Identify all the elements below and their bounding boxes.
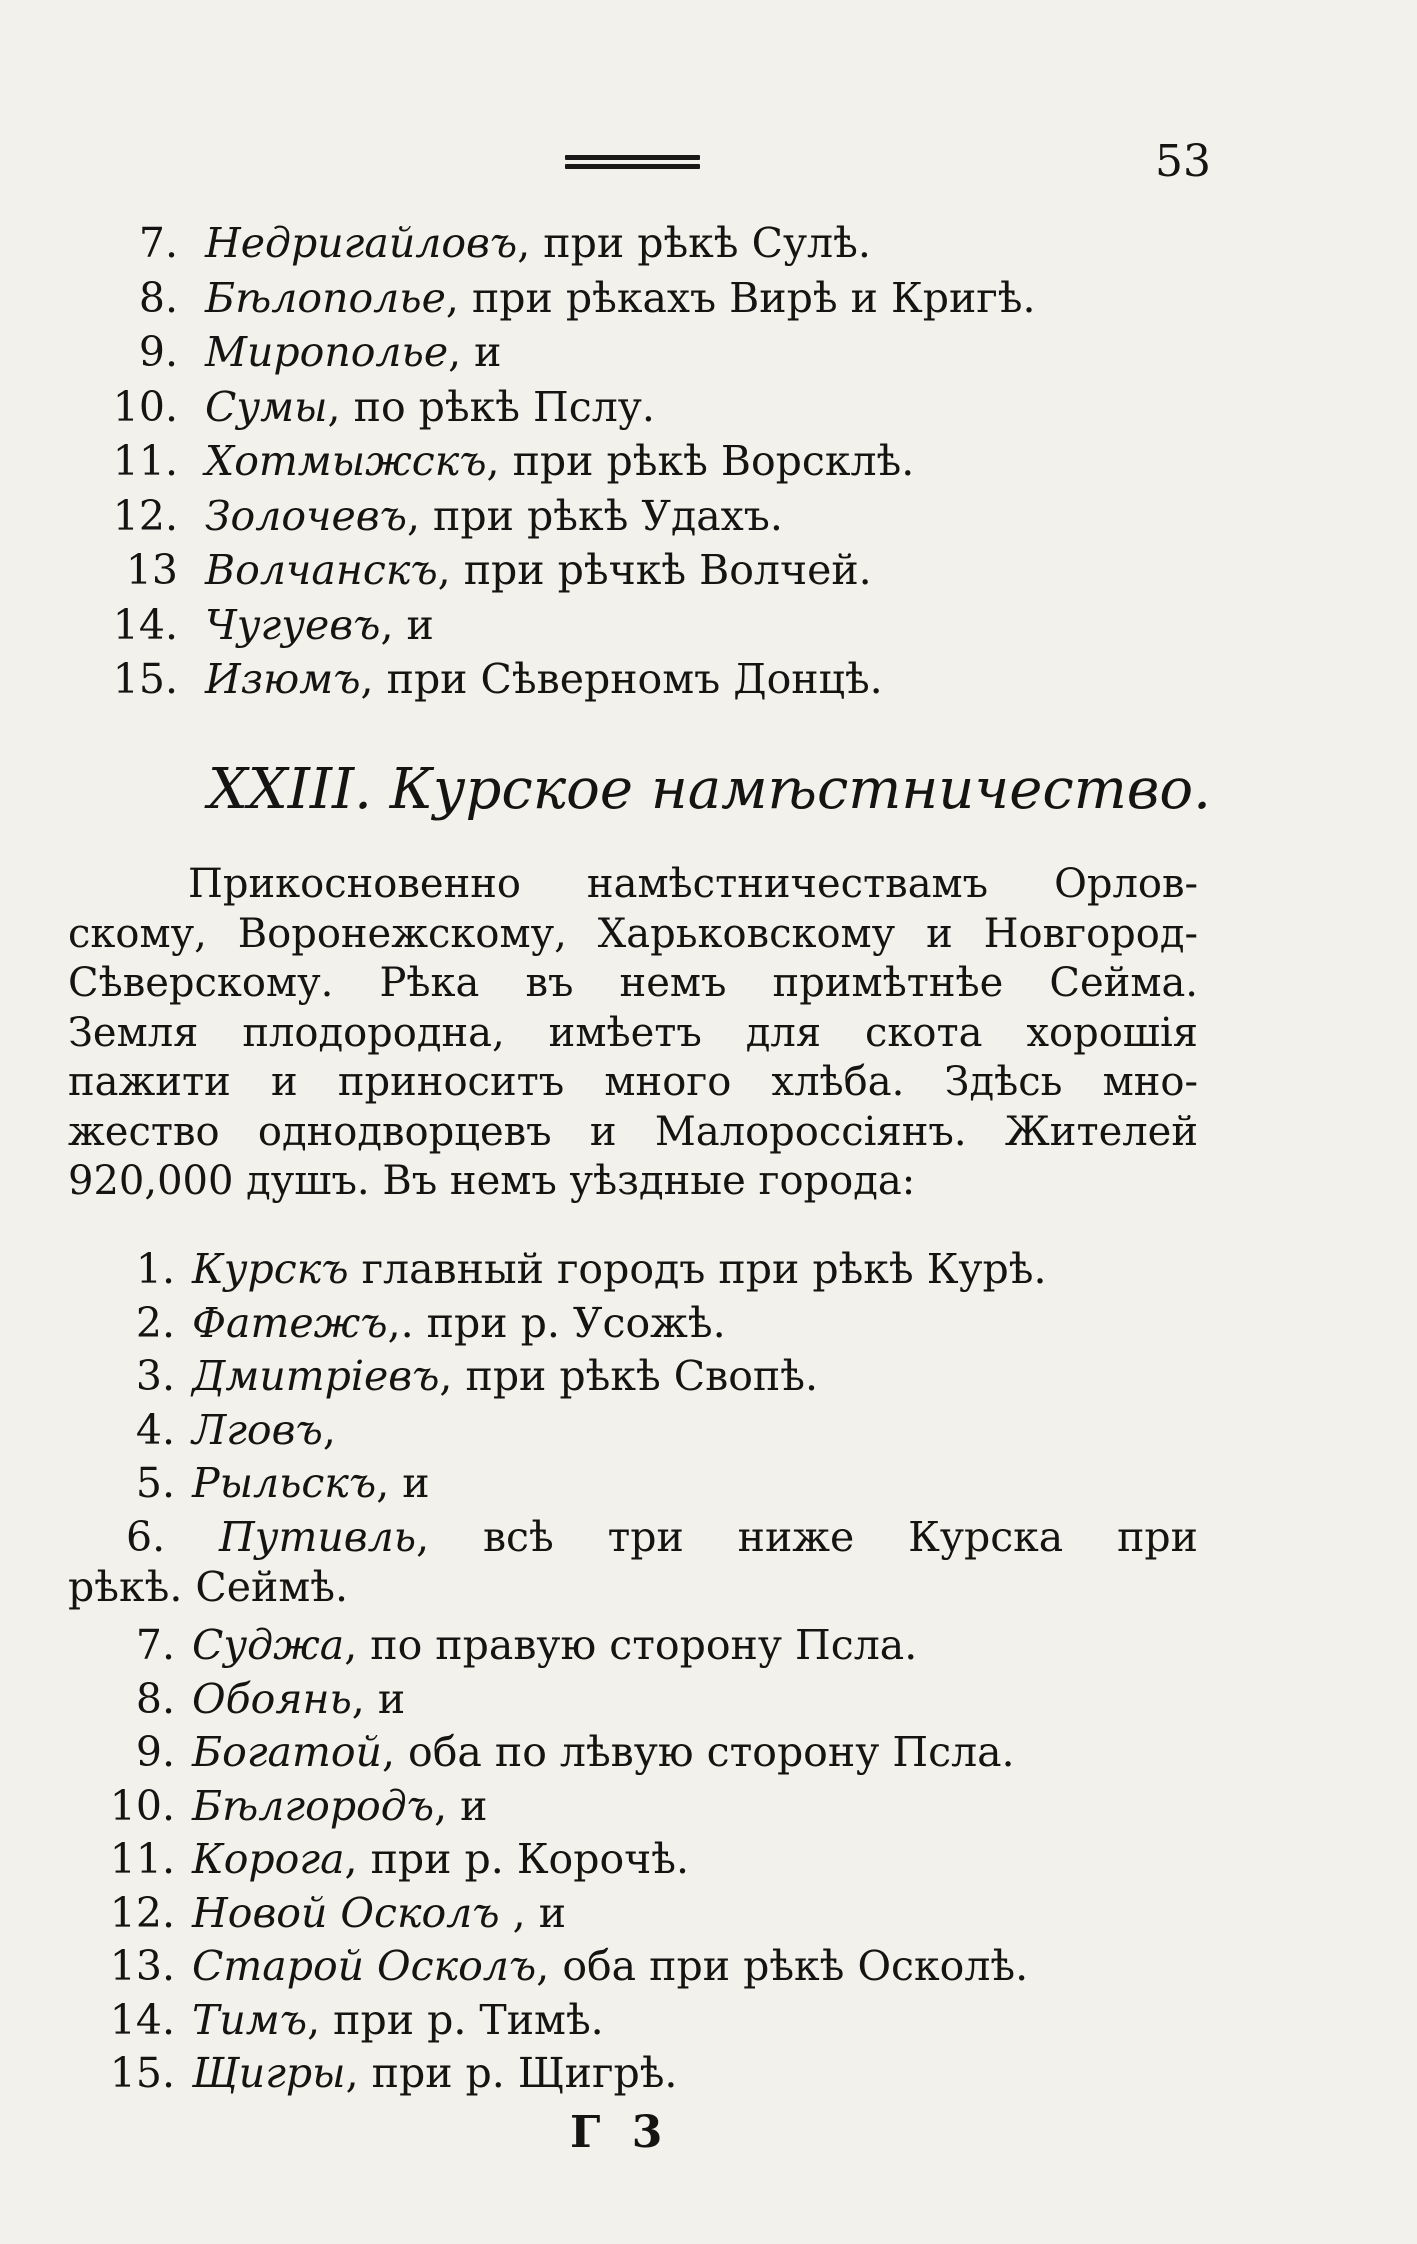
city-name: Тимъ	[192, 1995, 308, 2044]
item-number: 15.	[109, 2049, 175, 2097]
item-number: 13.	[109, 1942, 175, 1990]
item-text: , при рѣкѣ Сулѣ.	[517, 219, 871, 267]
item-text-group	[192, 1995, 604, 2045]
paragraph-line: Сѣверскому. Рѣка въ немъ примѣтнѣе Сейма.	[68, 960, 1198, 1006]
city-name: Обоянь	[192, 1674, 352, 1723]
item-text-group	[192, 1834, 689, 1884]
item-text: ,. при р. Усожѣ.	[387, 1298, 726, 1347]
paragraph-line: Прикосновенно намѣстничествамъ Орлов-	[188, 861, 1198, 907]
item-text: , и	[380, 600, 434, 649]
item-number: 12.	[109, 1888, 175, 1937]
item-text: , оба по лѣвую сторону Псла.	[381, 1728, 1015, 1776]
city-name: Недригайловъ	[205, 219, 518, 267]
item-text: , по правую сторону Псла.	[344, 1621, 918, 1669]
list-item-6	[68, 1512, 1198, 1612]
city-name: Дмитріевъ	[192, 1352, 440, 1400]
item-text: главный городъ при рѣкѣ Курѣ.	[348, 1245, 1047, 1293]
item-text-group	[192, 1351, 818, 1401]
city-name: Бѣлополье	[205, 273, 446, 322]
item-number: 3.	[135, 1352, 175, 1400]
item-number: 8.	[138, 273, 178, 322]
item-text-group	[192, 1244, 1047, 1294]
city-name: Лговъ	[192, 1405, 323, 1454]
item-number: 7.	[138, 219, 178, 267]
city-name: Щигры	[192, 2049, 346, 2097]
item-text: , при рѣкахъ Вирѣ и Кригѣ.	[445, 273, 1036, 322]
city-name: Бѣлгородъ	[192, 1781, 435, 1830]
item-text-group	[192, 2048, 677, 2098]
city-name: Старой Осколъ	[192, 1942, 537, 1990]
item-number: 12.	[112, 491, 178, 540]
item-text: , и	[499, 1888, 567, 1937]
item-text-group	[205, 491, 783, 541]
city-name: Волчанскъ	[205, 546, 438, 594]
item-text-group	[192, 1458, 430, 1508]
item-number: 7.	[135, 1621, 175, 1669]
printer-signature-mark: Г 3	[570, 2107, 671, 2158]
item-number: 6.	[126, 1513, 166, 1561]
city-name: Фатежъ	[192, 1298, 388, 1347]
item-number: 13	[125, 546, 178, 594]
city-name: Изюмъ	[205, 655, 361, 703]
item-text-group	[205, 545, 872, 595]
item-text: , при рѣкѣ Удахъ.	[406, 491, 783, 540]
item-number: 14.	[109, 1995, 175, 2044]
item-text: , при рѣчкѣ Волчей.	[437, 546, 872, 594]
item-text: , при р. Тимѣ.	[307, 1995, 604, 2044]
item-text-group	[192, 1727, 1015, 1777]
item-number: 5.	[135, 1459, 175, 1507]
item-number: 9.	[135, 1728, 175, 1776]
city-name: Рыльскъ	[192, 1459, 377, 1507]
item-number: 2.	[135, 1298, 175, 1347]
item-text-group	[205, 218, 871, 268]
item-number: 1.	[135, 1245, 175, 1293]
list-item-6-continuation: рѣкѣ. Сеймѣ.	[68, 1563, 348, 1611]
item-text-group	[205, 436, 914, 486]
item-number: 4.	[135, 1405, 175, 1454]
item-number: 14.	[112, 600, 178, 649]
item-text: , при рѣкѣ Свопѣ.	[439, 1352, 818, 1400]
item-number: 10.	[109, 1781, 175, 1830]
city-name: Корога	[192, 1835, 345, 1883]
item-text-group	[205, 382, 655, 432]
paragraph-line: жество однодворцевъ и Малороссіянъ. Жителей	[68, 1108, 1198, 1155]
section-paragraph	[68, 860, 1198, 1207]
item-text: , при рѣкѣ Ворсклѣ.	[486, 437, 915, 485]
section-title: XXIII. Курское намѣстничество.	[208, 757, 1211, 822]
item-text-group	[192, 1405, 336, 1455]
city-name: Новой Осколъ	[192, 1888, 500, 1937]
city-name: Путивль	[218, 1513, 417, 1561]
city-name: Хотмыжскъ	[205, 437, 487, 485]
item-text: , и	[434, 1781, 488, 1830]
item-text: , при р. Щигрѣ.	[345, 2049, 678, 2097]
city-name: Золочевъ	[205, 491, 407, 540]
item-text: , и	[376, 1459, 430, 1507]
city-name: Мирополье	[205, 328, 449, 376]
city-name: Суджа	[192, 1621, 345, 1669]
item-text-group	[205, 600, 434, 650]
item-number: 8.	[135, 1674, 175, 1723]
item-text-group	[205, 327, 502, 377]
item-text: , и	[351, 1674, 406, 1723]
item-text: , при Сѣверномъ Донцѣ.	[360, 655, 883, 703]
item-text-group	[192, 1888, 566, 1938]
header-ornament-rule	[565, 155, 700, 177]
item-number: 15.	[112, 655, 178, 703]
item-text-group	[192, 1941, 1028, 1991]
paragraph-line: пажити и приноситъ много хлѣба. Здѣсь мно-	[68, 1059, 1198, 1105]
city-name: Чугуевъ	[205, 600, 381, 649]
item-text: , по рѣкѣ Пслу.	[327, 382, 655, 431]
item-number: 9.	[138, 328, 178, 376]
paragraph-line: скому, Воронежскому, Харьковскому и Новгород-	[68, 910, 1198, 957]
item-text-group	[192, 1298, 726, 1348]
page-number: 53	[1155, 136, 1211, 187]
city-name: Курскъ	[192, 1245, 349, 1293]
item-text-group	[192, 1781, 487, 1831]
city-name: Богатой	[192, 1728, 382, 1776]
item-text-group	[205, 273, 1036, 323]
item-number: 10.	[112, 382, 178, 431]
list-item-6-line1	[68, 1512, 1198, 1562]
item-text: , и	[448, 328, 502, 376]
item-text: , всѣ три ниже Курска при	[416, 1513, 1198, 1561]
item-text: , при р. Корочѣ.	[344, 1835, 690, 1883]
item-text-group	[192, 1674, 405, 1724]
item-text: ,	[322, 1405, 336, 1454]
item-text-group	[192, 1620, 917, 1670]
item-number: 11.	[112, 437, 178, 485]
item-text: , оба при рѣкѣ Осколѣ.	[536, 1942, 1029, 1990]
item-text-group	[205, 654, 883, 704]
paragraph-line: 920,000 душъ. Въ немъ уѣздные города:	[68, 1158, 916, 1204]
city-name: Сумы	[205, 382, 328, 431]
item-number: 11.	[109, 1835, 175, 1883]
paragraph-line: Земля плодородна, имѣетъ для скота хорошія	[68, 1009, 1198, 1056]
